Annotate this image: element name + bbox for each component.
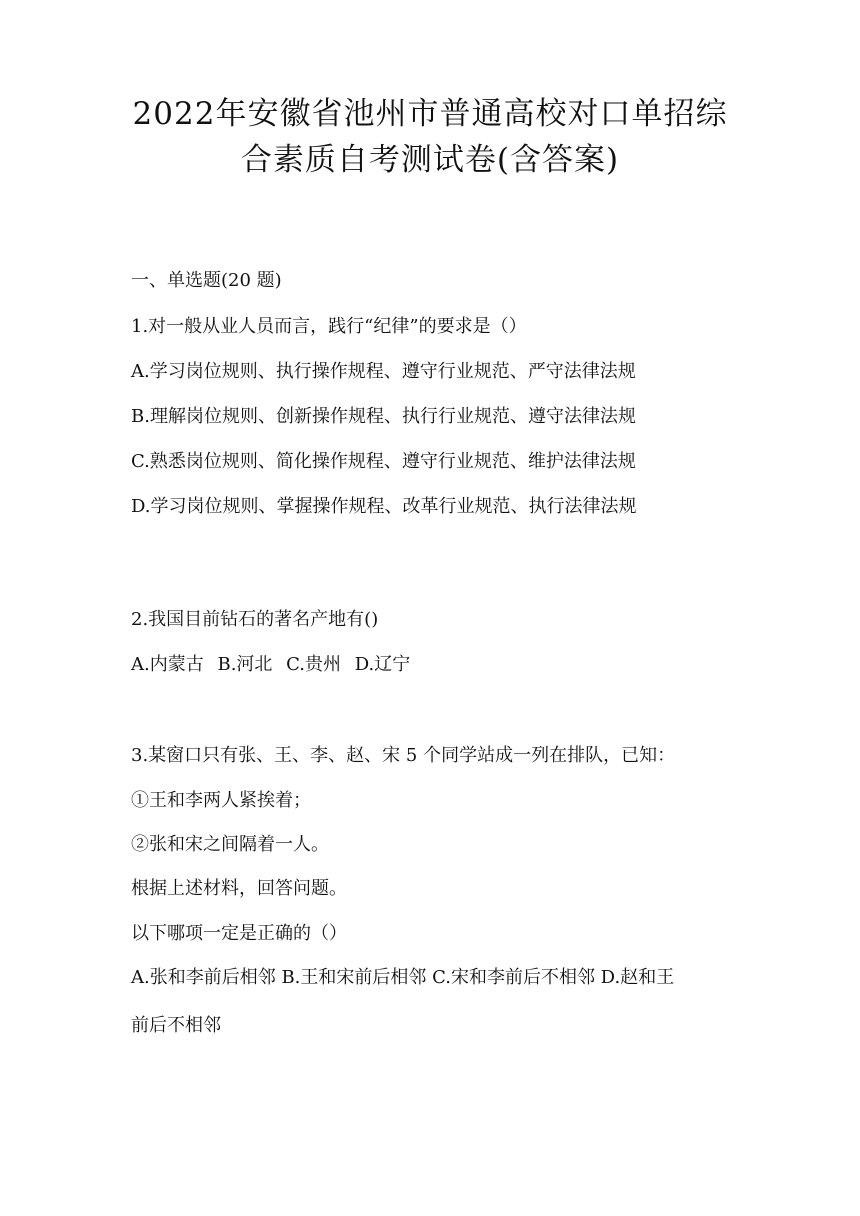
question-2-options [131,652,418,678]
question-1-option-b: B.理解岗位规则、创新操作规程、执行行业规范、遵守法律法规 [131,406,636,427]
question-3-instruction: 根据上述材料，回答问题。 [131,878,347,899]
question-3-stem: 3.某窗口只有张、王、李、赵、宋 5 个同学站成一列在排队，已知： [131,745,676,766]
question-1-option-d: D.学习岗位规则、掌握操作规程、改革行业规范、执行法律法规 [131,496,637,517]
question-1-option-a: A.学习岗位规则、执行操作规程、遵守行业规范、严守法律法规 [131,361,636,382]
document-title-line-1: 2022年安徽省池州市普通高校对口单招综 [132,96,728,132]
question-2-option-b: B.河北 [217,654,273,675]
question-1-stem: 1.对一般从业人员而言，践行“纪律”的要求是（） [131,316,527,337]
question-2-option-a: A.内蒙古 [131,654,204,675]
question-1-option-c: C.熟悉岗位规则、简化操作规程、遵守行业规范、维护法律法规 [131,451,636,472]
question-2-option-d: D.辽宁 [354,654,411,675]
question-3-options-line-1: A.张和李前后相邻 B.王和宋前后相邻 C.宋和李前后不相邻 D.赵和王 [131,967,675,988]
question-3-options-line-2: 前后不相邻 [131,1015,221,1036]
question-3-condition-2: ②张和宋之间隔着一人。 [131,834,329,855]
question-2-option-c: C.贵州 [286,654,342,675]
question-3-prompt: 以下哪项一定是正确的（） [131,923,347,944]
question-2-stem: 2.我国目前钻石的著名产地有() [131,609,379,630]
document-title-line-2: 合素质自考测试卷(含答案) [240,142,620,178]
question-3-condition-1: ①王和李两人紧挨着； [131,790,311,811]
section-heading: 一、单选题(20 题) [131,270,282,291]
